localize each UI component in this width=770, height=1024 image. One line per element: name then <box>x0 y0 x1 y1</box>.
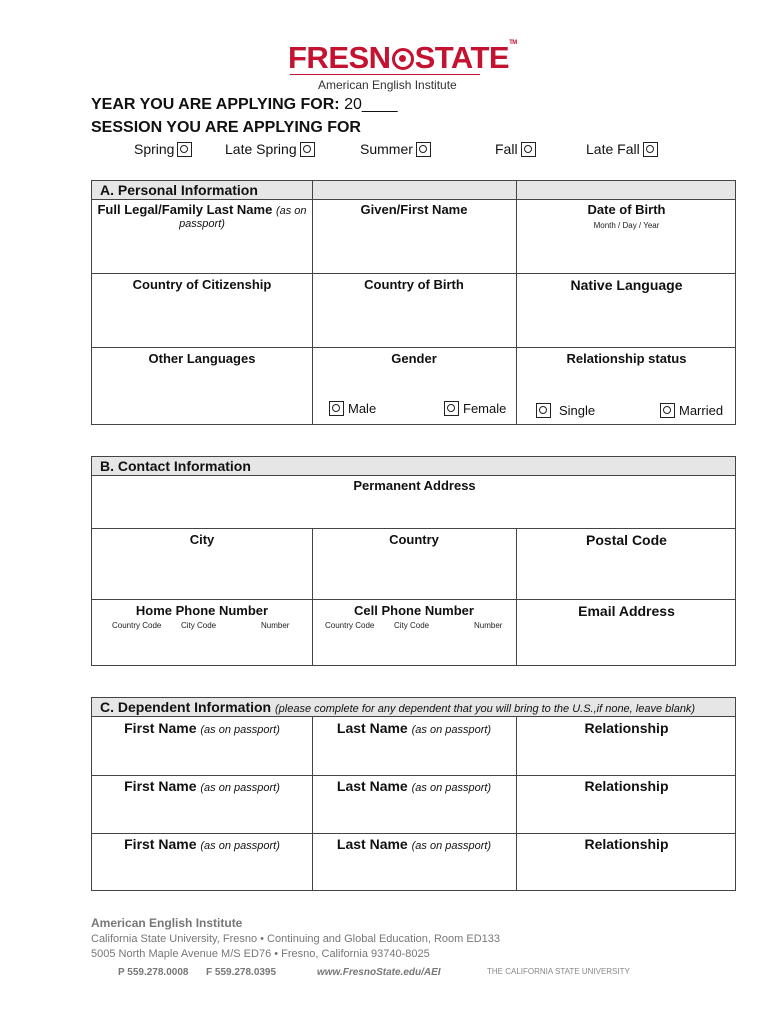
native-language-field[interactable]: Native Language <box>570 277 683 293</box>
csu-wordmark: THE CALIFORNIA STATE UNIVERSITY <box>487 967 630 976</box>
gender-male-option[interactable]: Male <box>329 401 376 416</box>
birth-country-field[interactable]: Country of Birth <box>364 277 464 292</box>
citizenship-field[interactable]: Country of Citizenship <box>132 277 272 292</box>
section-title: B. Contact Information <box>92 457 735 476</box>
session-option-spring[interactable]: Spring <box>134 141 192 157</box>
session-option-late-fall[interactable]: Late Fall <box>586 141 658 157</box>
footer-title: American English Institute <box>91 916 243 930</box>
gender-female-option[interactable]: Female <box>444 401 506 416</box>
last-name-field[interactable]: Full Legal/Family Last Name (as on <box>97 202 307 217</box>
dependent-3-first-name[interactable]: First Name (as on passport) <box>124 836 280 852</box>
home-phone-field[interactable]: Home Phone Number <box>135 603 269 618</box>
paw-icon <box>392 48 414 70</box>
email-field[interactable]: Email Address <box>578 603 675 619</box>
dependent-1-first-name[interactable]: First Name (as on passport) <box>124 720 280 736</box>
checkbox-icon[interactable] <box>416 142 431 157</box>
section-title: C. Dependent Information (please complete for any dependent that you will bring to the U.S.,if none, leave blank) <box>92 698 735 717</box>
footer-address-line-1: California State University, Fresno • Continuing and Global Education, Room ED133 <box>91 933 501 945</box>
personal-information-section: A. Personal Information Full Legal/Family Last Name (as on passport) Given/First Name Date of Birth Month / Day / Year Country of Citizenship Country of Birth Native Language Other Languages Gender Relationship status Male Female Single Married <box>91 180 736 425</box>
other-languages-field[interactable]: Other Languages <box>148 351 256 366</box>
checkbox-icon[interactable] <box>444 401 459 416</box>
country-field[interactable]: Country <box>389 532 439 547</box>
status-married-option[interactable]: Married <box>660 403 723 418</box>
checkbox-icon[interactable] <box>660 403 675 418</box>
relationship-status-label: Relationship status <box>566 351 687 366</box>
city-field[interactable]: City <box>189 532 215 547</box>
section-title: A. Personal Information <box>92 181 735 200</box>
dependent-3-last-name[interactable]: Last Name (as on passport) <box>336 836 492 852</box>
footer-address-line-2: 5005 North Maple Avenue M/S ED76 • Fresno, California 93740-8025 <box>91 948 430 960</box>
given-name-field[interactable]: Given/First Name <box>360 202 468 217</box>
checkbox-icon[interactable] <box>521 142 536 157</box>
dependent-1-relationship[interactable]: Relationship <box>584 720 669 736</box>
checkbox-icon[interactable] <box>536 403 551 418</box>
gender-label: Gender <box>391 351 437 366</box>
year-heading: YEAR YOU ARE APPLYING FOR: 20____ <box>91 96 398 113</box>
dependent-3-relationship[interactable]: Relationship <box>584 836 669 852</box>
session-heading: SESSION YOU ARE APPLYING FOR <box>91 119 361 136</box>
year-field[interactable]: 20____ <box>344 96 398 113</box>
session-option-summer[interactable]: Summer <box>360 141 431 157</box>
dependent-1-last-name[interactable]: Last Name (as on passport) <box>336 720 492 736</box>
footer-phone: P 559.278.0008 <box>118 967 189 978</box>
contact-information-section: B. Contact Information Permanent Address City Country Postal Code Home Phone Number Country Code City Code Number Cell Phone Number Country Code City Code Number Email Address <box>91 456 736 666</box>
session-option-fall[interactable]: Fall <box>495 141 536 157</box>
dependent-2-relationship[interactable]: Relationship <box>584 778 669 794</box>
postal-code-field[interactable]: Postal Code <box>586 532 667 548</box>
status-single-option[interactable]: Single <box>536 403 595 418</box>
checkbox-icon[interactable] <box>177 142 192 157</box>
footer-fax: F 559.278.0395 <box>206 967 277 978</box>
date-of-birth-field[interactable]: Date of Birth <box>587 202 666 217</box>
permanent-address-field[interactable]: Permanent Address <box>353 478 476 493</box>
dependent-information-section <box>91 697 736 891</box>
dependent-2-first-name[interactable]: First Name (as on passport) <box>124 778 280 794</box>
checkbox-icon[interactable] <box>643 142 658 157</box>
dependent-2-last-name[interactable]: Last Name (as on passport) <box>336 778 492 794</box>
checkbox-icon[interactable] <box>329 401 344 416</box>
checkbox-icon[interactable] <box>300 142 315 157</box>
cell-phone-field[interactable]: Cell Phone Number <box>354 603 474 618</box>
session-option-late-spring[interactable]: Late Spring <box>225 141 315 157</box>
logo-subtitle: American English Institute <box>318 78 457 92</box>
logo-wordmark: FRESN STATE™ <box>288 40 517 75</box>
footer-website-link[interactable]: www.FresnoState.edu/AEI <box>317 967 441 978</box>
